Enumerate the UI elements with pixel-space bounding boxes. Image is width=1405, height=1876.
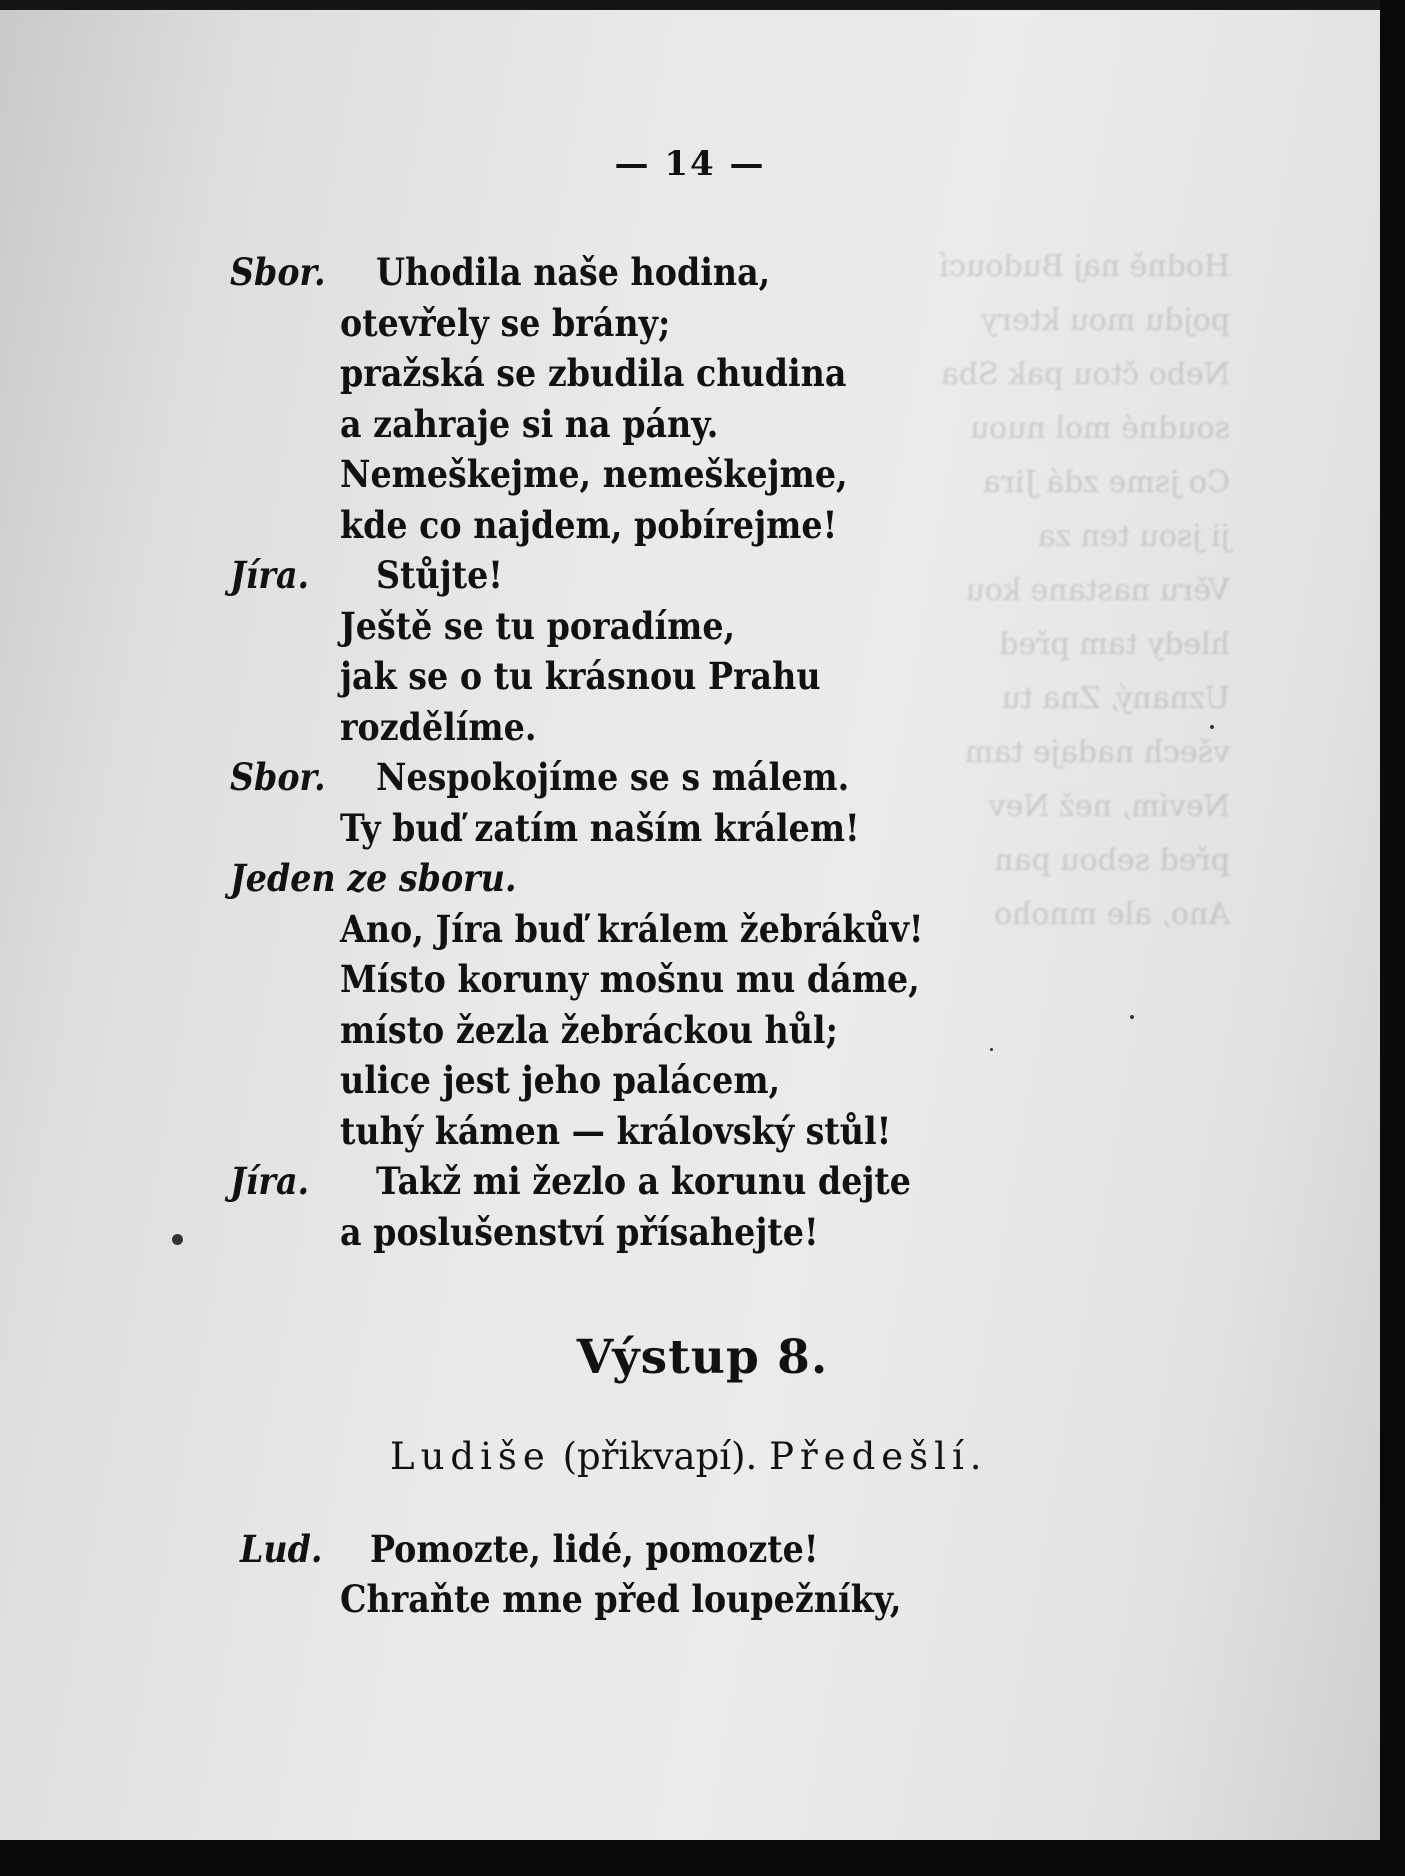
verse-text: Chraňte mne před loupežníky, — [340, 1577, 902, 1621]
verse-text: Nespokojíme se s málem. — [376, 755, 850, 799]
verse-text: Stůjte! — [376, 553, 503, 597]
verse-text: Ty buď zatím naším králem! — [340, 805, 860, 850]
stage-others: Předešlí. — [769, 1435, 988, 1478]
scene-heading: Výstup 8. — [576, 1330, 829, 1385]
ink-speck — [1210, 725, 1214, 729]
speaker-name: Jeden ze sboru. — [230, 856, 517, 900]
verse-text: rozdělíme. — [340, 704, 537, 749]
page-number: — 14 — — [614, 144, 766, 184]
stage-action: (přikvapí). — [562, 1435, 758, 1478]
verse-text: otevřely se brány; — [340, 300, 671, 345]
scan-edge-right — [1380, 0, 1405, 1876]
verse-text: jak se o tu krásnou Prahu — [340, 654, 821, 698]
bleed-through-text: Hodně naj Budoucí pojdu mou ktery Nebo čtou pak Sba soudné mol nuou Co jsme zdá Jira ji jsou ten za Věru nastane kou hledy tam před Uznaný, Zna tu všech nadaje tam Nevím, než Nev před sebou pan Ano, ale mnoho — [939, 249, 1230, 932]
verse-text: ulice jest jeho palácem, — [340, 1058, 781, 1102]
verse-text: Ještě se tu poradíme, — [340, 603, 736, 648]
verse-text: pražská se zbudila chudina — [340, 351, 847, 395]
verse-text: a zahraje si na pány. — [340, 401, 719, 446]
speaker-name: Sbor. — [230, 755, 326, 799]
verse-text: a poslušenství přísahejte! — [340, 1209, 819, 1254]
ink-speck — [990, 1048, 993, 1051]
speaker-name: Lud. — [240, 1527, 323, 1571]
speaker-name: Jíra. — [230, 1159, 310, 1203]
scan-edge-bottom — [0, 1840, 1405, 1876]
verse-text: Nemeškejme, nemeškejme, — [340, 452, 848, 496]
verse-text: místo žezla žebráckou hůl; — [340, 1007, 838, 1052]
verse-text: Uhodila naše hodina, — [376, 250, 771, 294]
verse-text: Takž mi žezlo a korunu dejte — [376, 1159, 912, 1203]
stage-character: Ludiše — [390, 1435, 551, 1478]
scan-edge-top — [0, 0, 1405, 10]
ink-speck — [172, 1234, 183, 1245]
speaker-name: Sbor. — [230, 250, 326, 294]
verse-text: kde co najdem, pobírejme! — [340, 502, 838, 547]
verse-text: Ano, Jíra buď králem žebrákův! — [340, 906, 924, 951]
verse-text: tuhý kámen — královský stůl! — [340, 1108, 892, 1153]
ink-speck — [1130, 1015, 1134, 1019]
verse-text: Pomozte, lidé, pomozte! — [370, 1527, 819, 1571]
speaker-name: Jíra. — [230, 553, 310, 597]
stage-direction — [390, 1435, 988, 1478]
verse-text: Místo koruny mošnu mu dáme, — [340, 957, 920, 1001]
